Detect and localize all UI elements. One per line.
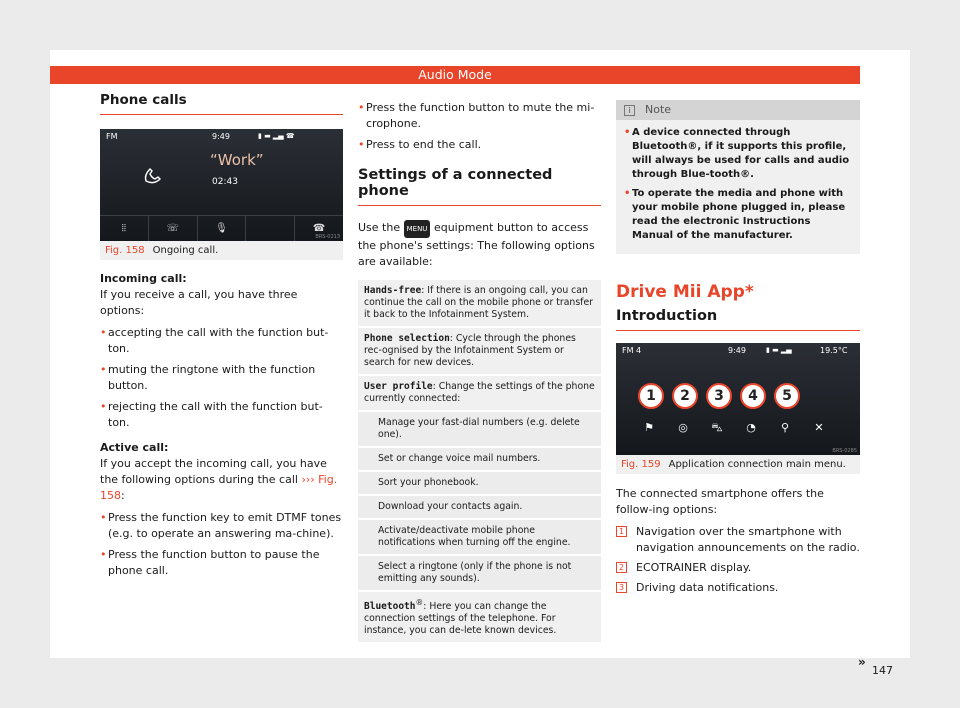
phone-handset-icon <box>142 165 164 187</box>
column-1 <box>100 92 343 584</box>
callout-numbers <box>638 383 800 409</box>
note-box <box>616 100 860 254</box>
section-header: Audio Mode <box>50 66 860 84</box>
smartphone-intro: The connected smartphone offers the follow-ing options: <box>616 487 824 516</box>
screen-temperature: 19.5°C <box>820 346 848 355</box>
section-title-drive-mii: Drive Mii App* <box>616 282 754 302</box>
list-item: • accepting the call with the function but-ton. <box>100 325 343 357</box>
call-duration: 02:43 <box>212 177 238 187</box>
list-item: • Press the function key to emit DTMF tones (e.g. to operate an answering ma-chine). <box>100 510 343 542</box>
car-icon: ⛍ <box>711 421 723 434</box>
fig-link[interactable]: ››› Fig. 158 <box>100 473 338 502</box>
status-icons: ▮ ▬ ▂▄ <box>766 346 792 354</box>
dtmf-icon: ⦙⦙ <box>100 216 149 241</box>
note-list <box>616 120 860 254</box>
callout-2: 2 <box>672 383 698 409</box>
flag-icon: ⚑ <box>644 421 654 434</box>
section-title-settings: Settings of a connected phone <box>358 167 601 206</box>
list-item: 3 Driving data notifications. <box>616 580 860 596</box>
note-header: i Note <box>616 100 860 120</box>
option-hands-free: Hands-free: If there is an ongoing call, you can continue the call on the mobile phone or transfer it back to the Infotainment System. <box>358 280 601 328</box>
sub-option: Activate/deactivate mobile phone notifications when turning off the engine. <box>358 520 601 556</box>
list-item: • muting the ringtone with the function button. <box>100 362 343 394</box>
figure-159-screen <box>616 343 860 455</box>
status-icons: ▮ ▬ ▂▄ ☎ <box>258 132 295 140</box>
column-3 <box>616 100 860 600</box>
list-item: • Press to end the call. <box>358 137 601 153</box>
sub-option: Download your contacts again. <box>358 496 601 520</box>
list-item: • rejecting the call with the function but-ton. <box>100 399 343 431</box>
eco-icon: ◎ <box>678 421 688 434</box>
callout-3: 3 <box>706 383 732 409</box>
list-item: • To operate the media and phone with your mobile phone plugged in, please read the electronic Instructions Manual of the manufacturer. <box>624 187 852 243</box>
hold-icon: ☏ <box>149 216 198 241</box>
screen-time: 9:49 <box>728 346 746 355</box>
incoming-label: Incoming call: <box>100 272 187 285</box>
end-call-icon: ☎ <box>312 223 326 234</box>
settings-options <box>358 280 601 644</box>
figure-ref: BRS-0213 <box>315 234 340 240</box>
active-label: Active call: <box>100 441 169 454</box>
figure-158-caption: Fig. 158 Ongoing call. <box>100 241 343 260</box>
sub-option: Set or change voice mail numbers. <box>358 448 601 472</box>
list-item: 2 ECOTRAINER display. <box>616 560 860 576</box>
section-title-phone-calls: Phone calls <box>100 92 343 115</box>
page-number: 147 <box>872 664 893 677</box>
callout-5: 5 <box>774 383 800 409</box>
sub-option: Sort your phonebook. <box>358 472 601 496</box>
option-number-list <box>616 524 860 596</box>
continue-marker: » <box>858 655 866 669</box>
info-icon: i <box>624 105 635 116</box>
option-phone-selection: Phone selection: Cycle through the phones rec-ognised by the Infotainment System or search for new devices. <box>358 328 601 376</box>
blank-button <box>246 216 295 241</box>
callout-1: 1 <box>638 383 664 409</box>
section-title-introduction: Introduction <box>616 308 860 331</box>
list-item: • Press the function button to pause the phone call. <box>100 547 343 579</box>
list-item: • Press the function button to mute the mi-crophone. <box>358 100 601 132</box>
figure-ref: BRS-0285 <box>832 448 857 454</box>
app-icons <box>642 421 826 435</box>
settings-intro: Use the MENU equipment button to access the phone's settings: The following options are available: <box>358 221 595 268</box>
list-item: 1 Navigation over the smartphone with navigation announcements on the radio. <box>616 524 860 556</box>
option-user-profile: User profile: Change the settings of the phone currently connected: <box>358 376 601 412</box>
incoming-list <box>100 325 343 431</box>
sub-option: Manage your fast-dial numbers (e.g. delete one). <box>358 412 601 448</box>
mute-mic-icon: 🎙 <box>198 216 247 241</box>
figure-159-caption: Fig. 159 Application connection main menu. <box>616 455 860 474</box>
incoming-intro: If you receive a call, you have three options: <box>100 288 298 317</box>
figure-158-screen <box>100 129 343 241</box>
option-bluetooth: Bluetooth®: Here you can change the connection settings of the telephone. For instance, you can de-lete known devices. <box>358 592 601 644</box>
column-2 <box>358 100 601 644</box>
call-options-list <box>358 100 601 153</box>
contact-name: “Work” <box>210 151 264 169</box>
sub-option: Select a ringtone (only if the phone is not emitting any sounds). <box>358 556 601 592</box>
callout-4: 4 <box>740 383 766 409</box>
screen-mode: FM 4 <box>622 346 642 355</box>
search-icon: ⚲ <box>780 421 790 434</box>
gauge-icon: ◔ <box>746 421 756 434</box>
menu-button-icon: MENU <box>404 220 431 238</box>
active-intro: If you accept the incoming call, you have the following options during the call ››› Fig. 158: <box>100 457 338 502</box>
screen-time: 9:49 <box>212 132 230 141</box>
list-item: • A device connected through Bluetooth®, if it supports this profile, will always be used for calls and audio through Blue-tooth®. <box>624 126 852 182</box>
close-icon: ✕ <box>814 421 824 434</box>
active-list <box>100 510 343 579</box>
screen-mode: FM <box>106 132 118 141</box>
